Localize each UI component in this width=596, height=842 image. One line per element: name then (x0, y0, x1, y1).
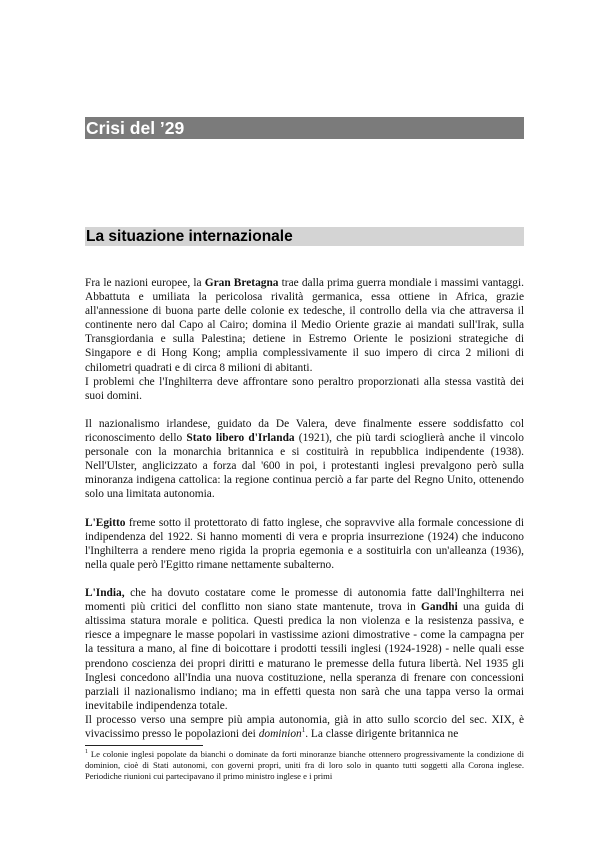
paragraph-dominion (85, 713, 524, 741)
text-run: Il processo verso una sempre più ampia autonomia, già in atto sullo scorcio del sec. XIX, è vivacissimo presso le popolazioni dei (85, 713, 524, 740)
bold-term: Stato libero d'Irlanda (186, 432, 295, 445)
paragraph-gran-bretagna (85, 276, 524, 375)
text-run: una guida di altissima statura morale e politica. Questi predica la non violenza e la resistenza passiva, e riesce a impegnare le masse popolari in vastissime azioni dimostrative - come la campagna per la tessitura a mano, al fine di boicottare i prodotti tessili inglesi (1924-1928) - nelle quali esse prendono coscienza dei propri diritti e maturano le premesse della futura libertà. Nel 1935 gli Inglesi concedono all'India una nuova costituzione, nella speranza di frenare con concessioni parziali il nazionalismo indiano; ma in effetti questa non sarà che una tappa verso la ormai inevitabile indipendenza totale. (85, 601, 524, 712)
paragraph-india (85, 586, 524, 713)
bold-term: Gandhi (421, 601, 458, 614)
italic-term: dominion (258, 728, 302, 740)
footnote-text: Le colonie inglesi popolate da bianchi o dominate da forti minoranze bianche ottennero progressivamente la condizione di dominion, cioè di Stati autonomi, con governi propri, uniti fra di loro solo in quanto tutti soggetti alla Corona inglese. Periodiche riunioni cui partecipavano il primo ministro inglese e i primi (85, 749, 524, 781)
footnote-reference[interactable]: 1 (301, 726, 306, 735)
body-text (85, 276, 524, 741)
text-run: (1921), che più tardi scioglierà anche il vincolo personale con la monarchia britannica e si costituirà in repubblica indipendente (1938). Nell'Ulster, anglicizzato a forza dal '600 in poi, i protestanti inglesi prevalgono però sulla minoranza indigena cattolica: la regione continua perciò a far parte del Regno Unito, ottenendo solo una limitata autonomia. (85, 432, 524, 501)
footnote-mark: 1 (85, 749, 88, 756)
text-run: che ha dovuto costatare come le promesse di autonomia fatte dall'Inghilterra nei momenti più critici del conflitto non siano state mantenute, trova in (85, 587, 524, 614)
footnote-separator (85, 745, 203, 746)
text-run: . La classe dirigente britannica ne (305, 728, 459, 740)
paragraph-irlanda (85, 417, 524, 502)
footnote (85, 749, 524, 782)
text-run: Fra le nazioni europee, la (85, 277, 205, 289)
bold-term: Gran Bretagna (204, 277, 279, 289)
text-run: freme sotto il protettorato di fatto inglese, che sopravvive alla formale concessione di indipendenza del 1922. Si hanno momenti di vera e propria insurrezione (1924) che inducono l'Inghilterra a rendere meno rigida la propria egemonia e a sostituirla con un'alleanza (1936), nella quale però l'Egitto rimane nettamente subalterno. (85, 516, 524, 571)
text-run: trae dalla prima guerra mondiale i massimi vantaggi. Abbattuta e umiliata la pericolosa rivalità germanica, essa ottiene in Africa, grazie all'annessione di buona parte delle colonie ex tedesche, il controllo della via che attraversa il continente nero dal Capo al Cairo; domina il Medio Oriente grazie ai mandati sull'Irak, sulla Transgiordania e sulla Palestina; detiene in Estremo Oriente le posizioni strategiche di Singapore e di Hong Kong; amplia complessivamente il suo impero di circa 2 milioni di chilometri quadrati e di circa 8 milioni di abitanti. (85, 277, 524, 374)
paragraph-egitto (85, 516, 524, 572)
chapter-title: Crisi del ’29 (85, 117, 524, 139)
section-title: La situazione internazionale (85, 227, 524, 246)
bold-term: L'Egitto (85, 516, 126, 529)
paragraph-problemi: I problemi che l'Inghilterra deve affrontare sono peraltro proporzionati alla stessa vastità dei suoi domini. (85, 375, 524, 402)
bold-term: L'India, (85, 587, 125, 600)
text-run: Il nazionalismo irlandese, guidato da De Valera, deve finalmente essere soddisfatto col riconoscimento dello (85, 417, 524, 445)
